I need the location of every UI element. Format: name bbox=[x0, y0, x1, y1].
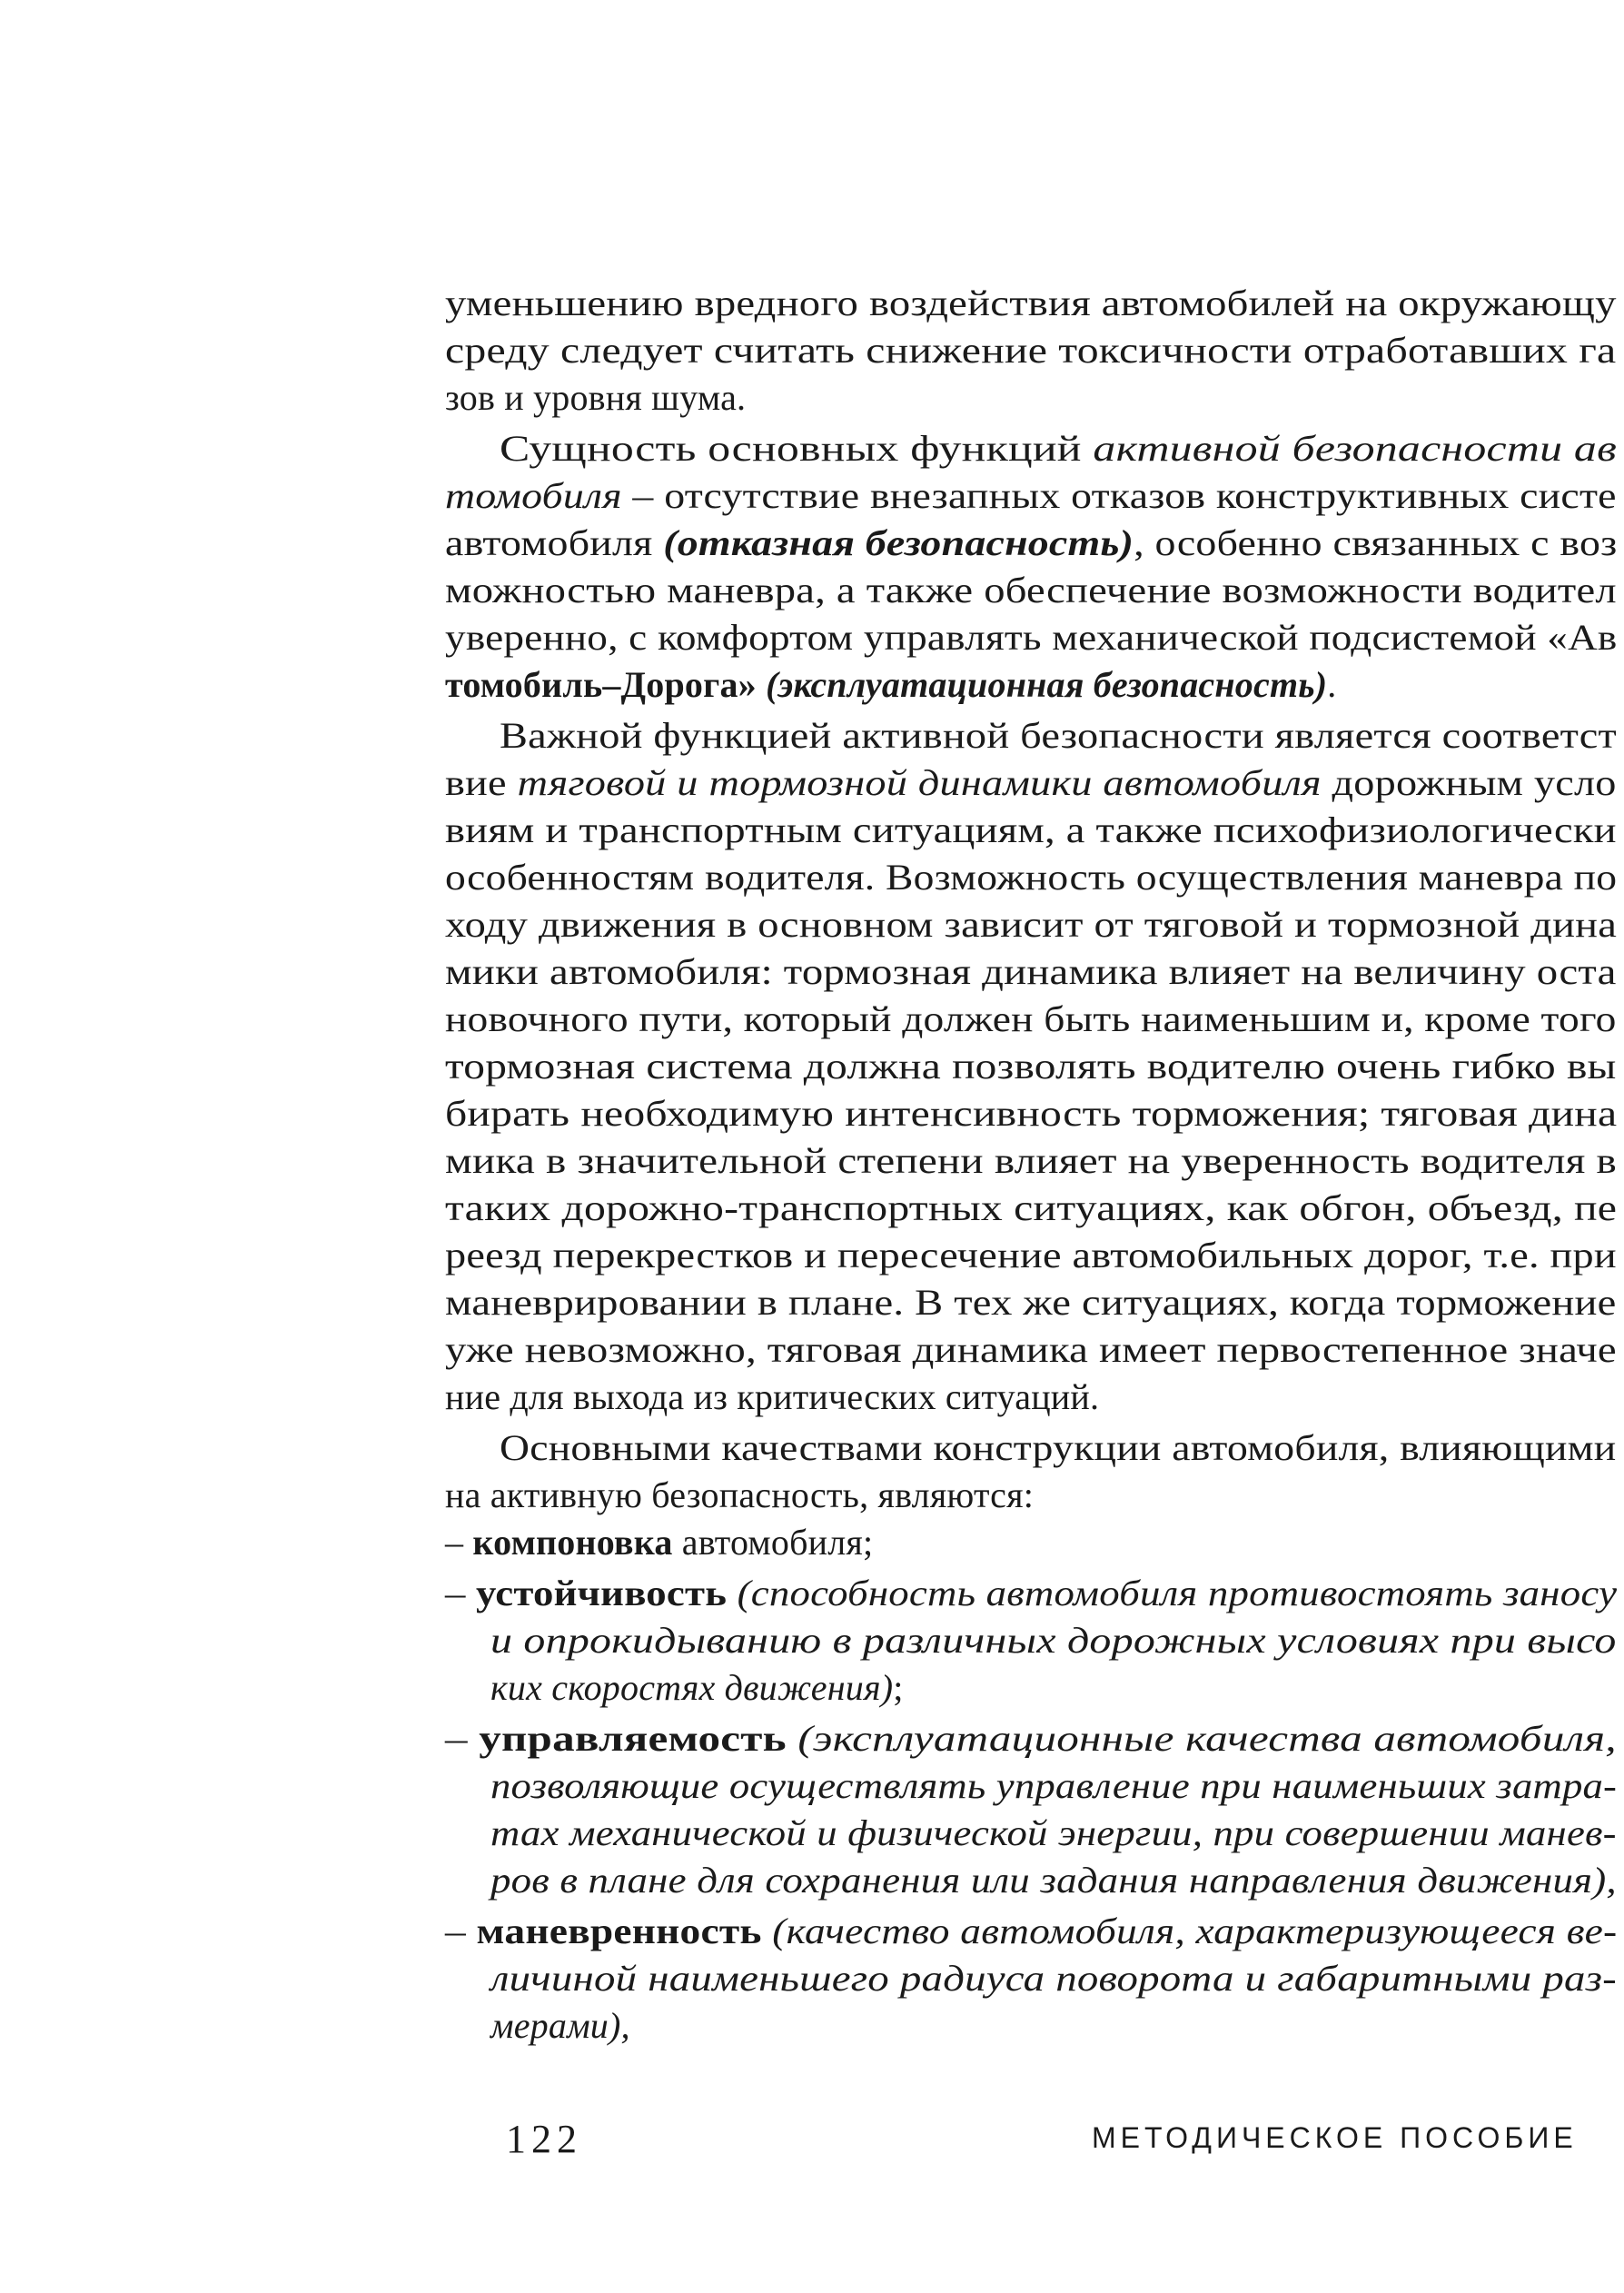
text-line bbox=[445, 1715, 1617, 1762]
text-run: новочного пути, который должен быть наименьшим и, кроме того bbox=[445, 998, 1617, 1039]
text-line bbox=[500, 712, 1617, 759]
text-line bbox=[445, 807, 1617, 854]
text-line bbox=[490, 1955, 1617, 2002]
text-run: дорожным усло bbox=[1321, 762, 1617, 803]
text-line bbox=[500, 425, 1617, 472]
text-run: ние для выхода из критических ситуаций. bbox=[445, 1376, 1100, 1417]
italic-text: и опрокидыванию в различных дорожных условиях при высо bbox=[490, 1620, 1617, 1661]
text-line bbox=[445, 1137, 1617, 1185]
text-line bbox=[500, 1424, 1616, 1472]
italic-text: мерами), bbox=[490, 2005, 630, 2046]
text-line bbox=[445, 614, 1617, 661]
text-run: вие bbox=[445, 762, 518, 803]
text-run: ходу движения в основном зависит от тяговой и тормозной дина bbox=[445, 904, 1618, 945]
text-run: среду следует считать снижение токсичности отработавших га bbox=[445, 330, 1617, 371]
text-line bbox=[490, 1810, 1617, 1857]
text-run: уменьшению вредного воздействия автомобилей на окружающу bbox=[445, 283, 1617, 323]
text-run: зов и уровня шума. bbox=[445, 377, 747, 418]
text-line bbox=[445, 472, 1617, 520]
running-footer-title: МЕТОДИЧЕСКОЕ ПОСОБИЕ bbox=[1092, 2121, 1578, 2154]
text-run: – отсутствие внезапных отказов конструктивных систе bbox=[621, 475, 1617, 516]
italic-text: тяговой и тормозной динамики автомобиля bbox=[517, 762, 1322, 803]
text-run: можностью маневра, а также обеспечение возможности водител bbox=[445, 570, 1617, 610]
italic-text: позволяющие осуществлять управление при наименьших затра- bbox=[490, 1765, 1618, 1806]
text-line bbox=[445, 759, 1617, 807]
text-line bbox=[445, 1326, 1617, 1374]
text-run bbox=[757, 664, 766, 705]
text-run: реезд перекрестков и пересечение автомобильных дорог, т.е. при bbox=[445, 1235, 1617, 1276]
text-run: – bbox=[445, 1573, 477, 1613]
text-run: бирать необходимую интенсивность торможения; тяговая дина bbox=[445, 1093, 1618, 1134]
text-line bbox=[445, 901, 1617, 948]
text-run: ; bbox=[893, 1667, 904, 1708]
bold-term: маневренность bbox=[476, 1911, 762, 1951]
italic-text: томобиля bbox=[445, 475, 622, 516]
text-run: автомобиля bbox=[445, 522, 664, 563]
text-run bbox=[727, 1573, 737, 1613]
text-run: . bbox=[1327, 664, 1337, 705]
italic-text: (способность автомобиля противостоять заносу bbox=[737, 1573, 1618, 1613]
text-line bbox=[445, 1043, 1617, 1090]
bold-term: компоновка bbox=[472, 1522, 673, 1563]
italic-text: ких скоростях движения) bbox=[490, 1667, 894, 1708]
text-run bbox=[762, 1911, 773, 1951]
bold-term: томобиль–Дорога» bbox=[445, 664, 757, 705]
text-line bbox=[490, 1617, 1617, 1664]
italic-text: личиной наименьшего радиуса поворота и габаритными раз- bbox=[490, 1958, 1618, 1999]
text-line bbox=[445, 1519, 873, 1566]
text-run: маневрировании в плане. В тех же ситуациях, когда торможение bbox=[445, 1282, 1617, 1323]
text-line bbox=[445, 1279, 1616, 1326]
text-run: – bbox=[445, 1911, 477, 1951]
text-run: – bbox=[445, 1718, 480, 1759]
text-line bbox=[445, 661, 1336, 709]
text-line bbox=[445, 854, 1617, 901]
bold-term: устойчивость bbox=[476, 1573, 728, 1613]
text-run: таких дорожно-транспортных ситуациях, как обгон, объезд, пе bbox=[445, 1187, 1618, 1228]
text-line bbox=[445, 1090, 1617, 1137]
text-line bbox=[490, 1762, 1617, 1810]
italic-text: ров в плане для сохранения или задания направления движения), bbox=[490, 1860, 1617, 1901]
italic-text: (эксплуатационные качества автомобиля, bbox=[797, 1718, 1617, 1759]
text-run: на активную безопасность, являются: bbox=[445, 1474, 1035, 1515]
text-line bbox=[445, 520, 1618, 567]
text-run: Основными качествами конструкции автомобиля, влияющими bbox=[500, 1427, 1617, 1468]
text-line bbox=[445, 1374, 1099, 1421]
text-line bbox=[445, 1185, 1617, 1232]
text-run: особенностям водителя. Возможность осуществления маневра по bbox=[445, 857, 1618, 898]
page-number: 122 bbox=[506, 2117, 582, 2161]
text-line bbox=[490, 1664, 904, 1712]
text-line bbox=[445, 327, 1616, 374]
text-line bbox=[490, 2002, 630, 2050]
text-run: тормозная система должна позволять водителю очень гибко вы bbox=[445, 1046, 1617, 1087]
italic-text: (качество автомобиля, характеризующееся ве- bbox=[772, 1911, 1618, 1951]
text-line bbox=[445, 567, 1617, 614]
text-run: мики автомобиля: тормозная динамика влияет на величину оста bbox=[445, 951, 1617, 992]
text-line bbox=[445, 1570, 1617, 1617]
text-run: уверенно, с комфортом управлять механической подсистемой «Ав bbox=[445, 617, 1618, 658]
text-line bbox=[445, 948, 1617, 996]
text-run: Сущность основных функций bbox=[500, 428, 1094, 469]
text-line bbox=[445, 1908, 1617, 1955]
bold-term: (эксплуатационная безопасность) bbox=[766, 664, 1328, 705]
text-line bbox=[445, 1232, 1617, 1279]
text-run: мика в значительной степени влияет на уверенность водителя в bbox=[445, 1140, 1617, 1181]
text-run bbox=[787, 1718, 798, 1759]
text-run: уже невозможно, тяговая динамика имеет первостепенное значе bbox=[445, 1329, 1617, 1370]
text-run: автомобиля; bbox=[672, 1522, 874, 1563]
italic-text: активной безопасности ав bbox=[1093, 428, 1617, 469]
text-line bbox=[445, 996, 1617, 1043]
text-line bbox=[490, 1857, 1617, 1904]
text-line bbox=[445, 1472, 1034, 1519]
text-line bbox=[445, 374, 746, 422]
text-run: , особенно связанных с воз bbox=[1134, 522, 1618, 563]
text-run: виям и транспортным ситуациям, а также психофизиологически bbox=[445, 809, 1617, 850]
bold-term: (отказная безопасность) bbox=[663, 522, 1134, 563]
text-run: Важной функцией активной безопасности является соответст bbox=[500, 715, 1617, 756]
text-line bbox=[445, 280, 1617, 327]
bold-term: управляемость bbox=[479, 1718, 787, 1759]
italic-text: тах механической и физической энергии, при совершении манев- bbox=[490, 1812, 1617, 1853]
text-run: – bbox=[445, 1522, 473, 1563]
